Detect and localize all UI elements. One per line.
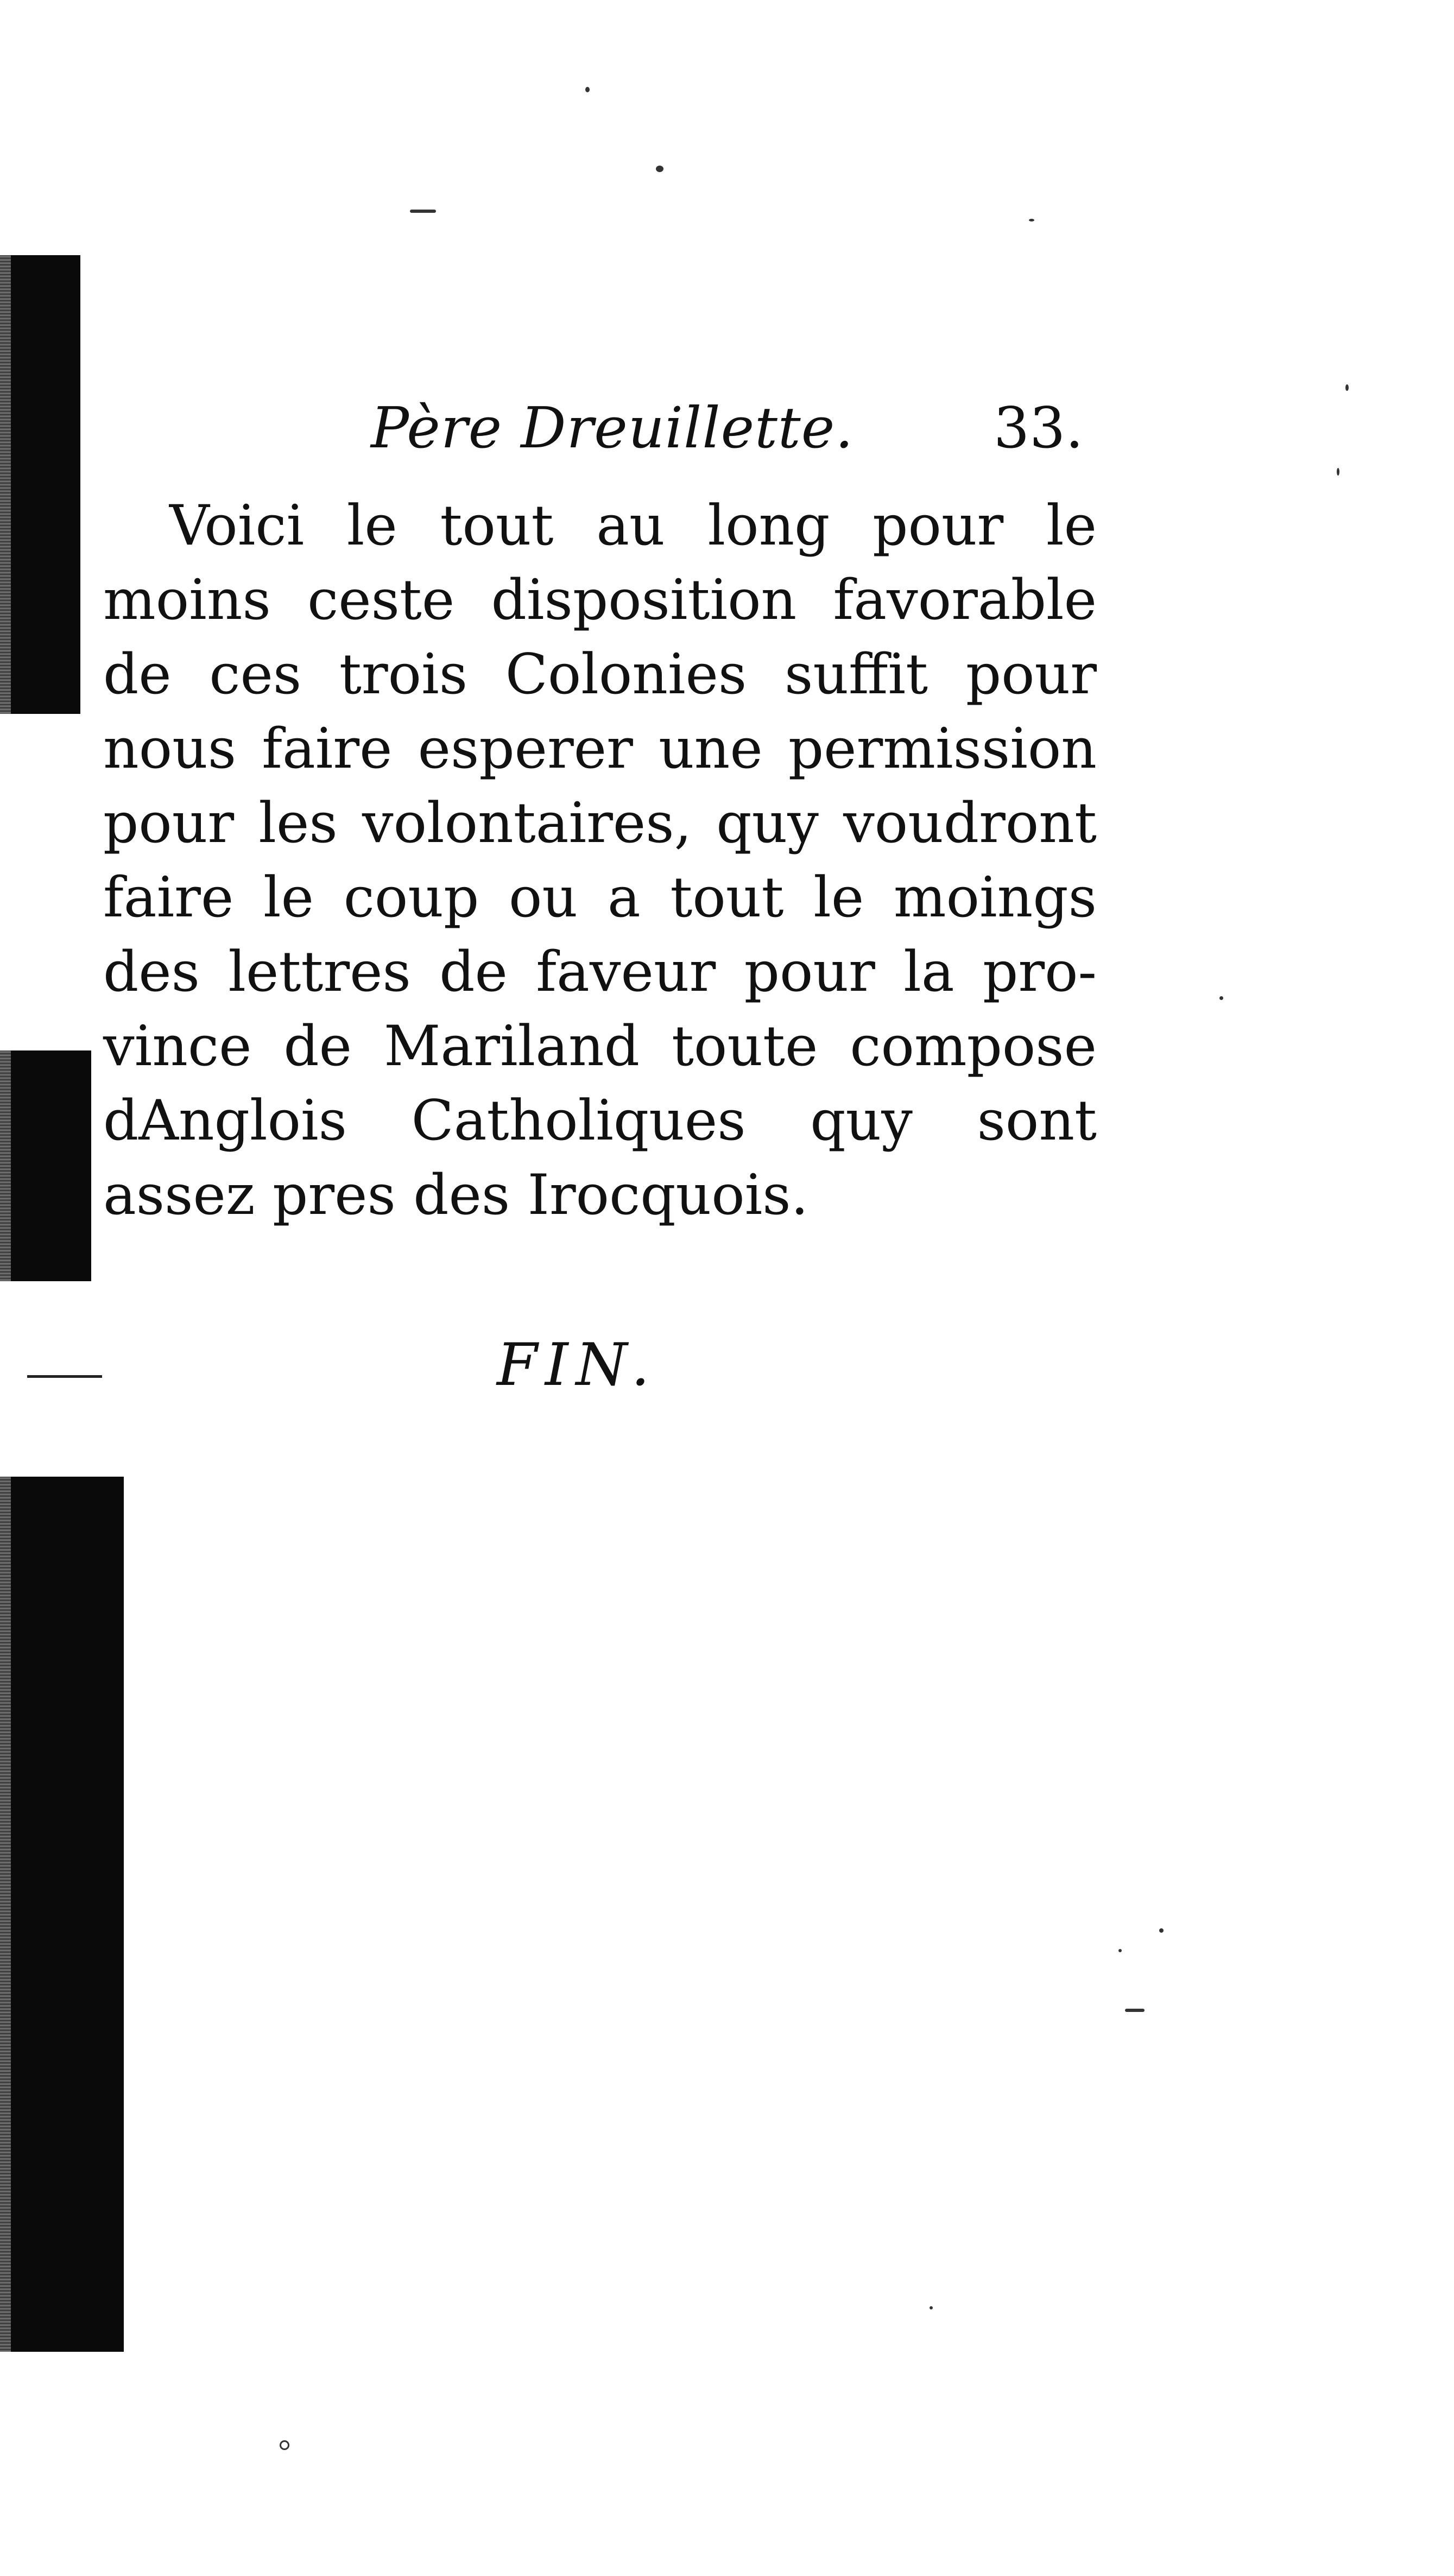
- margin-rule: [27, 1375, 102, 1378]
- scan-speck: [1125, 2009, 1145, 2012]
- text-line: vince de Mariland toute compose: [103, 1014, 1097, 1079]
- scan-speck: [1337, 468, 1339, 476]
- scan-speck: [410, 210, 436, 213]
- scan-speck: [1029, 219, 1034, 221]
- page-header: [103, 390, 1108, 466]
- text-line: Voici le tout au long pour le: [169, 493, 1097, 558]
- text-line: des lettres de faveur pour la pro-: [103, 940, 1097, 1004]
- scan-speck: [1345, 384, 1349, 391]
- scan-speck: [1219, 996, 1223, 1000]
- text-line: de ces trois Colonies suffit pour: [103, 642, 1097, 707]
- fin-mark: FIN.: [497, 1331, 658, 1399]
- scan-speck: [585, 87, 590, 92]
- scan-speck: [1118, 1949, 1122, 1952]
- text-line: faire le coup ou a tout le moings: [103, 865, 1097, 930]
- text-line: moins ceste disposition favorable: [103, 568, 1097, 632]
- scan-speck: [930, 2306, 933, 2309]
- binding-shadow-bar: [11, 1050, 91, 1281]
- text-line: assez pres des Irocquois.: [103, 1163, 809, 1227]
- text-line: dAnglois Catholiques quy sont: [103, 1088, 1097, 1153]
- page-number: 33.: [994, 395, 1084, 461]
- body-paragraph: [103, 489, 1097, 1232]
- binding-shadow-bar: [11, 1477, 124, 2352]
- scan-speck: [280, 2440, 289, 2450]
- binding-shadow-bar: [11, 255, 80, 714]
- text-line: pour les volontaires, quy voudront: [103, 791, 1097, 856]
- scan-speck: [1159, 1928, 1164, 1933]
- running-title: Père Dreuillette.: [371, 395, 854, 461]
- text-line: nous faire esperer une permission: [103, 717, 1097, 781]
- scan-speck: [656, 166, 663, 172]
